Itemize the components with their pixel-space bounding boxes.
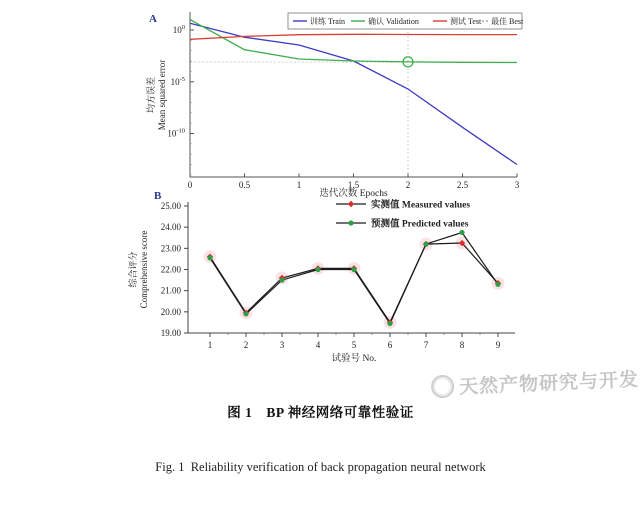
svg-text:23.00: 23.00 [160, 243, 181, 254]
svg-text:预测值 Predicted values: 预测值 Predicted values [371, 219, 469, 230]
panel-a-label: A [149, 13, 157, 25]
svg-text:21.00: 21.00 [160, 285, 181, 296]
svg-text:1.5: 1.5 [347, 180, 360, 190]
svg-text:Comprehensive score: Comprehensive score [139, 230, 149, 309]
svg-text:3: 3 [279, 340, 285, 350]
svg-text:2: 2 [243, 340, 249, 350]
svg-text:2.5: 2.5 [456, 180, 469, 190]
svg-text:19.00: 19.00 [160, 328, 181, 338]
svg-text:试验号 No.: 试验号 No. [331, 354, 377, 364]
svg-text:7: 7 [423, 340, 429, 350]
panel-a-chart [0, 0, 641, 200]
svg-text:Mean squared error: Mean squared error [157, 59, 167, 131]
svg-text:综合评分: 综合评分 [128, 251, 138, 288]
svg-text:6: 6 [387, 340, 393, 350]
caption-english: Fig. 1 Reliability verification of back propagation neural network [155, 460, 486, 474]
svg-text:2: 2 [405, 180, 411, 190]
panel-b-chart [0, 195, 641, 367]
svg-text:22.00: 22.00 [160, 264, 181, 275]
svg-text:5: 5 [351, 340, 357, 350]
figure-caption [0, 365, 641, 511]
svg-text:迭代次数 Epochs: 迭代次数 Epochs [319, 189, 388, 199]
svg-text:3: 3 [514, 180, 520, 190]
svg-text:100: $10^0$ [172, 24, 185, 35]
svg-text:1: 1 [207, 340, 213, 350]
svg-text:0.5: 0.5 [238, 180, 251, 190]
svg-text:实测值 Measured values: 实测值 Measured values [371, 200, 471, 211]
svg-text:4: 4 [315, 340, 321, 350]
svg-text:10-5: $10^{-5}$ [170, 75, 185, 87]
svg-text:确认 Validation: 确认 Validation [368, 17, 419, 26]
svg-text:8: 8 [459, 340, 465, 350]
panel-b-label: B [154, 190, 162, 202]
svg-text:1: 1 [296, 180, 302, 190]
svg-text:24.00: 24.00 [160, 222, 181, 233]
svg-text:10-10: $10^{-10}$ [167, 127, 185, 139]
svg-text:0: 0 [187, 180, 193, 190]
svg-text:9: 9 [495, 340, 501, 350]
svg-text:最佳 Best: 最佳 Best [491, 17, 524, 26]
watermark-text: 天然产物研究与开发 [458, 369, 640, 399]
svg-text:训练 Train: 训练 Train [310, 17, 346, 26]
caption-chinese: 图 1 BP 神经网络可靠性验证 [227, 405, 414, 420]
svg-text:均方误差: 均方误差 [146, 76, 156, 114]
svg-text:25.00: 25.00 [160, 201, 181, 211]
svg-text:20.00: 20.00 [160, 306, 181, 317]
svg-text:测试 Test: 测试 Test [450, 17, 482, 26]
